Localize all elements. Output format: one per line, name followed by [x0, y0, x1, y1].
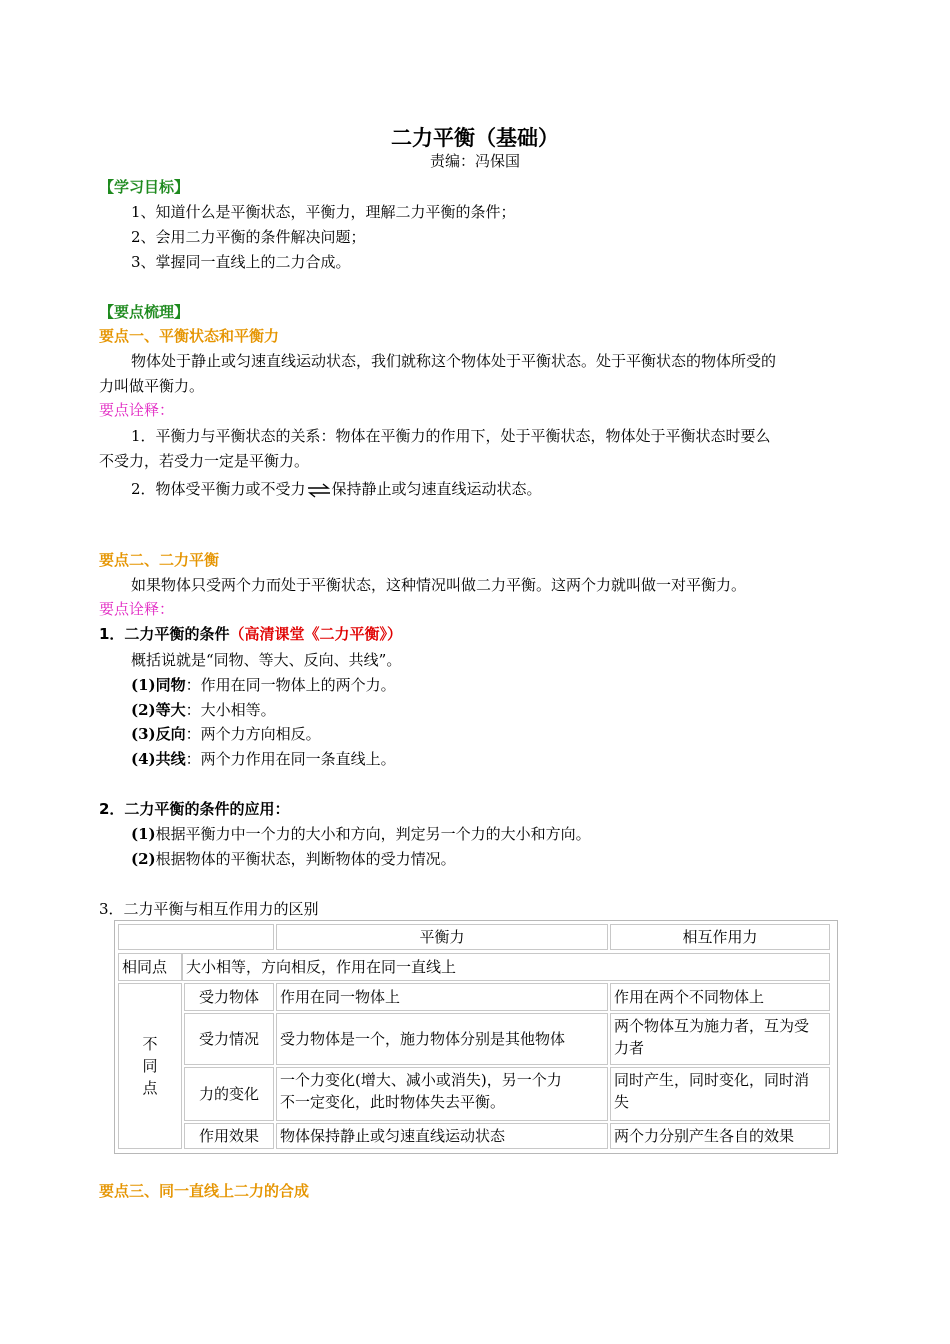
different-point-label [118, 983, 182, 1149]
condition-item [131, 675, 396, 695]
difference-title: 3．二力平衡与相互作用力的区别 [99, 900, 319, 918]
condition-item [131, 749, 396, 769]
aspect-cell: 受力情况 [184, 1013, 274, 1065]
interaction-cell-line: 失 [614, 1093, 630, 1111]
interaction-cell [610, 1067, 830, 1121]
interaction-cell: 作用在两个不同物体上 [610, 983, 830, 1011]
condition-title [99, 624, 402, 644]
condition-item [131, 700, 276, 720]
point1-item2-left: 2．物体受平衡力或不受力 [131, 480, 306, 498]
balance-cell: 受力物体是一个，施力物体分别是其他物体 [276, 1013, 608, 1065]
point1-heading: 要点一、平衡状态和平衡力 [99, 327, 280, 345]
application-title: 2．二力平衡的条件的应用： [99, 800, 290, 818]
condition-text: ：两个力作用在同一条直线上。 [185, 750, 396, 768]
condition-label: (3)反向 [131, 725, 186, 743]
goal-item: 3、掌握同一直线上的二力合成。 [131, 253, 351, 271]
point1-item2 [131, 479, 542, 499]
point1-item1-line2: 不受力，若受力一定是平衡力。 [99, 452, 310, 470]
point3-heading: 要点三、同一直线上二力的合成 [99, 1182, 310, 1200]
hd-class-link[interactable]: （高清课堂《二力平衡》） [229, 625, 402, 643]
condition-text: ：大小相等。 [185, 701, 276, 719]
page-title: 二力平衡（基础） [391, 125, 559, 150]
author-line: 责编：冯保国 [429, 152, 520, 170]
application-label: (1) [131, 825, 156, 843]
interaction-cell-line: 同时产生，同时变化，同时消 [614, 1071, 810, 1089]
interaction-cell [610, 1013, 830, 1065]
application-item [131, 824, 591, 844]
different-char: 不 [142, 1035, 158, 1053]
same-point-text: 大小相等，方向相反，作用在同一直线上 [182, 953, 830, 981]
header-interaction-force: 相互作用力 [610, 924, 830, 950]
condition-label: (4)共线 [131, 750, 186, 768]
condition-text: ：两个力方向相反。 [185, 725, 321, 743]
condition-label: (2)等大 [131, 701, 186, 719]
different-char: 点 [142, 1079, 158, 1097]
point1-explain-label: 要点诠释： [99, 401, 175, 419]
application-label: (2) [131, 850, 156, 868]
point2-paragraph: 如果物体只受两个力而处于平衡状态，这种情况叫做二力平衡。这两个力就叫做一对平衡力。 [131, 576, 747, 594]
aspect-cell: 受力物体 [184, 983, 274, 1011]
condition-summary: 概括说就是“同物、等大、反向、共线”。 [131, 651, 402, 669]
balance-cell-line: 不一定变化，此时物体失去平衡。 [280, 1093, 506, 1111]
interaction-cell-line: 力者 [614, 1039, 645, 1057]
condition-label: (1)同物 [131, 676, 186, 694]
summary-heading: 【要点梳理】 [99, 303, 190, 321]
equilibrium-arrow-icon [306, 482, 332, 498]
interaction-cell: 两个力分别产生各自的效果 [610, 1123, 830, 1149]
aspect-cell: 力的变化 [184, 1067, 274, 1121]
condition-item [131, 724, 321, 744]
table-corner-cell [118, 924, 274, 950]
balance-cell: 物体保持静止或匀速直线运动状态 [276, 1123, 608, 1149]
balance-cell: 作用在同一物体上 [276, 983, 608, 1011]
interaction-cell-line: 两个物体互为施力者，互为受 [614, 1017, 810, 1035]
header-balance-force: 平衡力 [276, 924, 608, 950]
aspect-cell: 作用效果 [184, 1123, 274, 1149]
same-point-label: 相同点 [118, 953, 182, 981]
application-text: 根据平衡力中一个力的大小和方向，判定另一个力的大小和方向。 [155, 825, 591, 843]
goal-item: 2、会用二力平衡的条件解决问题； [131, 228, 366, 246]
point1-item1-line1: 1．平衡力与平衡状态的关系：物体在平衡力的作用下，处于平衡状态，物体处于平衡状态时要么 [131, 427, 771, 445]
application-text: 根据物体的平衡状态，判断物体的受力情况。 [155, 850, 456, 868]
application-item [131, 849, 456, 869]
different-char: 同 [142, 1057, 158, 1075]
condition-title-text: 1．二力平衡的条件 [99, 625, 230, 643]
point1-paragraph-line2: 力叫做平衡力。 [99, 377, 205, 395]
goals-heading: 【学习目标】 [99, 178, 190, 196]
point2-heading: 要点二、二力平衡 [99, 551, 220, 569]
balance-cell-line: 一个力变化(增大、减小或消失)，另一个力 [280, 1071, 562, 1089]
point2-explain-label: 要点诠释： [99, 600, 175, 618]
condition-text: ：作用在同一物体上的两个力。 [185, 676, 396, 694]
goal-item: 1、知道什么是平衡状态，平衡力，理解二力平衡的条件； [131, 203, 516, 221]
point1-item2-right: 保持静止或匀速直线运动状态。 [331, 480, 542, 498]
balance-cell [276, 1067, 608, 1121]
point1-paragraph-line1: 物体处于静止或匀速直线运动状态，我们就称这个物体处于平衡状态。处于平衡状态的物体所受的 [131, 352, 777, 370]
